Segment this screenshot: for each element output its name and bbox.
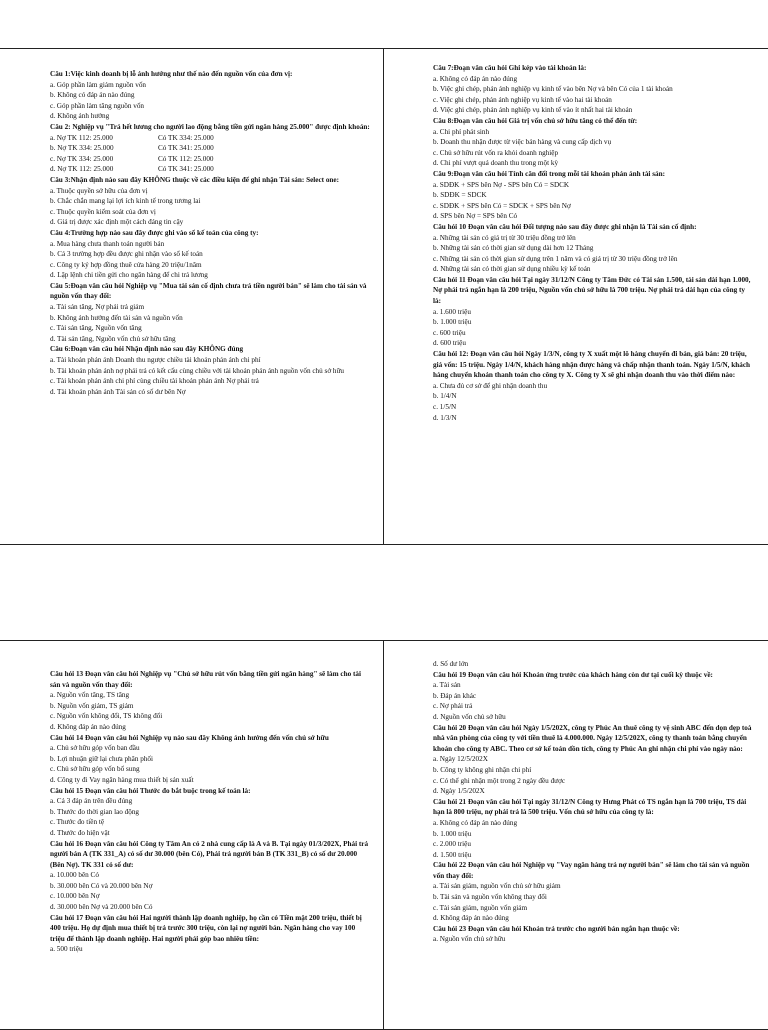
answer-option: b. Chắc chắn mang lại lợi ích kinh tế trong tương lai <box>50 197 201 206</box>
answer-option: d. Tài sản tăng, Nguồn vốn chủ sở hữu tăng <box>50 334 176 343</box>
answer-option: d. 1.500 triệu <box>433 850 472 859</box>
answer-option: d. Những tài sản có thời gian sử dụng nhiều kỳ kế toán <box>433 265 591 274</box>
answer-option: b. 1.000 triệu <box>433 318 472 327</box>
answer-option: d. Giá trị được xác định một cách đáng tin cậy <box>50 218 184 227</box>
question-block <box>50 344 370 397</box>
answer-option: d. Không đáp án nào đúng <box>433 914 509 923</box>
answer-option: a. Chưa đủ cơ sở để ghi nhận doanh thu <box>433 381 548 390</box>
answer-option: b. Công ty không ghi nhận chi phí <box>433 765 532 774</box>
question-text: Câu 3:Nhận định nào sau đây KHÔNG thuộc về các điều kiện để ghi nhận Tài sản: Select one: <box>50 175 340 184</box>
question-text: Câu hỏi 20 Đoạn văn câu hỏi Ngày 1/5/202X, công ty Phúc An thuê công ty vệ sinh ABC đến dọn dẹp toà nhà văn phòng của công ty với tiền thuê là 4.000.000. Ngày 12/5/202X, công ty thanh toán bằng chuyển khoản cho công ty ABC. Theo cơ sở kế toán dồn tích, công ty Phúc An ghi nhận chi phí vào ngày nào: <box>433 723 752 753</box>
question-text: Câu 7:Đoạn văn câu hỏi Ghi kép vào tài khoản là: <box>433 64 587 72</box>
answer-option: a. Nguồn vốn tăng, TS tăng <box>50 691 130 700</box>
answer-option: c. Tài sản tăng, Nguồn vốn tăng <box>50 324 142 333</box>
answer-option: b. Nguồn vốn giảm, TS giảm <box>50 701 134 710</box>
question-text: Câu hỏi 10 Đoạn văn câu hỏi Đối tượng nào sau đây được ghi nhận là Tài sản cố định: <box>433 222 697 231</box>
question-block <box>433 63 753 116</box>
answer-option: b. Đáp án khác <box>433 691 477 700</box>
question-text: Câu hỏi 22 Đoạn văn câu hỏi Nghiệp vụ "Vay ngân hàng trả nợ người bán" sẽ làm cho tài sản và nguồn vốn thay đổi: <box>433 861 750 880</box>
question-block <box>433 860 753 924</box>
question-block <box>433 275 753 349</box>
answer-option: b. Không có đáp án nào đúng <box>50 91 135 100</box>
answer-option: a. 500 triệu <box>50 945 83 954</box>
answer-option: b. Tài sản và nguồn vốn không thay đổi <box>433 893 547 902</box>
answer-option: b. Cả 3 trường hợp đều được ghi nhận vào sổ kế toán <box>50 250 203 259</box>
answer-option: d. Không đáp án nào đúng <box>50 722 126 731</box>
answer-option: c. Những tài sản có thời gian sử dụng trên 1 năm và có giá trị từ 30 triệu đồng trở lên <box>433 254 678 263</box>
answer-option: c. SDĐK + SPS bên Có = SDCK + SPS bên Nợ <box>433 201 571 210</box>
answer-option: c. Chủ sở hữu rút vốn ra khỏi doanh nghiệp <box>433 148 559 157</box>
answer-option: d. Lập lệnh chi tiền gửi cho ngân hàng để chi trả lương <box>50 271 208 280</box>
question-block <box>433 797 753 861</box>
answer-option <box>50 154 370 165</box>
answer-option: d. Ngày 1/5/202X <box>433 787 485 796</box>
answer-option: c. Có thể ghi nhận một trong 2 ngày đều được <box>433 776 566 785</box>
question-block <box>433 169 753 222</box>
credit-entry: Có TK 341: 25.000 <box>158 144 214 153</box>
answer-option: a. Không có đáp án nào đúng <box>433 818 518 827</box>
answer-option: a. Những tài sản có giá trị từ 30 triệu đồng trở lên <box>433 233 576 242</box>
question-text: Câu 4:Trường hợp nào sau đây được ghi vào sổ kế toán của công ty: <box>50 228 259 237</box>
question-text: Câu hỏi 16 Đoạn văn câu hỏi Công ty Tâm An có 2 nhà cung cấp là A và B. Tại ngày 01/3/202X, Phải trả người bán A (TK 331_A) có số dư 30.000 (bên Có), Phải trả người bán B (TK 331_B) có số dư 20.000 (Bên Nợ). TK 331 có số dư: <box>50 839 369 869</box>
answer-option: a. Góp phần làm giảm nguồn vốn <box>50 80 147 89</box>
debit-entry: b. Nợ TK 334: 25.000 <box>50 144 114 153</box>
answer-option: a. Chi phí phát sinh <box>433 127 490 136</box>
answer-option: a. Tài khoản phản ánh Doanh thu ngược chiều tài khoản phản ánh chi phí <box>50 356 261 365</box>
question-block <box>433 670 753 723</box>
answer-option: c. Thước đo tiền tệ <box>50 818 105 827</box>
credit-entry: Có TK 341: 25.000 <box>158 165 214 174</box>
page-sheet-2 <box>0 640 768 1030</box>
credit-entry: Có TK 112: 25.000 <box>158 154 214 163</box>
answer-option: a. 1.600 triệu <box>433 307 471 316</box>
question-text: Câu 6:Đoạn văn câu hỏi Nhận định nào sau đây KHÔNG đúng <box>50 345 244 354</box>
question-text: Câu 8:Đoạn văn câu hỏi Giá trị vốn chủ sở hữu tăng có thể đến từ: <box>433 116 638 125</box>
answer-option: b. Việc ghi chép, phản ánh nghiệp vụ kinh tế vào bên Nợ và bên Có của 1 tài khoản <box>433 85 673 94</box>
question-block <box>50 733 370 786</box>
answer-option <box>50 164 370 175</box>
debit-entry: c. Nợ TK 334: 25.000 <box>50 154 114 163</box>
question-block <box>50 786 370 839</box>
answer-option: b. Những tài sản có thời gian sử dụng dài hơn 12 Tháng <box>433 244 594 253</box>
answer-option <box>50 133 370 144</box>
answer-option: b. Thước đo thời gian lao động <box>50 807 140 816</box>
question-block <box>50 69 370 122</box>
answer-option: d. 30.000 bên Nợ và 20.000 bên Có <box>50 903 153 912</box>
answer-option: b. Tài khoản phản ánh nợ phải trả có kết cấu cùng chiều với tài khoản phản ánh nguồn vốn chủ sở hữu <box>50 366 345 375</box>
question-text: Câu hỏi 15 Đoạn văn câu hỏi Thước đo bắt buộc trong kế toán là: <box>50 786 251 795</box>
question-text: Câu 2: Nghiệp vụ "Trả hết lương cho người lao động bằng tiền gửi ngân hàng 25.000" được định khoản: <box>50 122 370 131</box>
answer-option: c. 600 triệu <box>433 328 466 337</box>
answer-option: b. Doanh thu nhận được từ việc bán hàng và cung cấp dịch vụ <box>433 138 612 147</box>
question-block <box>50 122 370 175</box>
answer-option: a. 10.000 bên Có <box>50 871 99 880</box>
question-column-right <box>433 63 753 423</box>
question-text: Câu hỏi 17 Đoạn văn câu hỏi Hai người thành lập doanh nghiệp, họ cần có Tiền mặt 200 triệu, thiết bị 400 triệu. Họ dự định mua thiết bị trả trước 300 triệu, còn lại nợ người bán. Ngân hàng cho vay 100 triệu để thành lập doanh nghiệp. Hai người phải góp bao nhiêu tiền: <box>50 913 362 943</box>
answer-option: a. Tài sản giảm, nguồn vốn chủ sở hữu giảm <box>433 882 561 891</box>
answer-option: a. Thuộc quyền sở hữu của đơn vị <box>50 186 148 195</box>
answer-option: d. Công ty đi Vay ngân hàng mua thiết bị sản xuất <box>50 775 194 784</box>
answer-option: d. Thước đo hiện vật <box>50 828 110 837</box>
answer-option: d. Việc ghi chép, phản ánh nghiệp vụ kinh tế vào ít nhất hai tài khoản <box>433 106 633 115</box>
answer-option: c. 1/5/N <box>433 403 457 411</box>
answer-option: c. Nguồn vốn không đổi, TS không đổi <box>50 712 163 721</box>
answer-option: d. Nguồn vốn chủ sở hữu <box>433 712 506 721</box>
question-text: Câu hỏi 19 Đoạn văn câu hỏi Khoản ứng trước của khách hàng còn dư tại cuối kỳ thuộc về: <box>433 670 713 679</box>
page-sheet-1 <box>0 48 768 545</box>
question-block <box>50 228 370 281</box>
answer-option: d. 600 triệu <box>433 339 466 348</box>
answer-option: c. Nợ phải trả <box>433 702 473 711</box>
answer-option: c. Tài sản giảm, nguồn vốn giảm <box>433 903 528 912</box>
answer-option: d. 1/3/N <box>433 413 457 422</box>
question-text: Câu 1:Việc kinh doanh bị lỗ ảnh hưởng như thế nào đến nguồn vốn của đơn vị: <box>50 70 293 78</box>
credit-entry: Có TK 334: 25.000 <box>158 133 214 142</box>
question-text: Câu 9:Đoạn văn câu hỏi Tính cân đối trong mỗi tài khoản phản ánh tài sản: <box>433 169 665 178</box>
debit-entry: a. Nợ TK 112: 25.000 <box>50 133 113 142</box>
answer-option: a. Tài sản <box>433 681 461 690</box>
question-block <box>433 659 753 670</box>
answer-option: c. Công ty ký hợp đồng thuê cửa hàng 20 triệu/1năm <box>50 260 202 269</box>
question-block <box>433 924 753 945</box>
answer-option: b. 1.000 triệu <box>433 829 472 838</box>
question-text: Câu hỏi 11 Đoạn văn câu hỏi Tại ngày 31/12/N Công ty Tâm Đức có Tài sản 1.500, tài sản dài hạn 1.000, Nợ phải trả ngắn hạn là 200 triệu, Nguồn vốn chủ sở hữu là 700 triệu. Nợ phải trả dài hạn của công ty là: <box>433 275 751 306</box>
question-text: Câu hỏi 12: Đoạn văn câu hỏi Ngày 1/3/N, công ty X xuất một lô hàng chuyển đi bán, giá bán: 20 triệu, giá vốn: 15 triệu. Ngày 1/4/N, khách hàng nhận được hàng và chấp nhận thanh toán. Ngày 1/5/N, khách hàng chuyển khoản thanh toán cho công ty X. Công ty X sẽ ghi nhận doanh thu vào thời điểm nào: <box>433 350 751 380</box>
answer-option: b. 1/4/N <box>433 392 457 401</box>
debit-entry: d. Nợ TK 112: 25.000 <box>50 165 114 174</box>
answer-option: a. Tài sản tăng, Nợ phải trả giảm <box>50 303 145 312</box>
answer-option: a. Cả 3 đáp án trên đều đúng <box>50 797 133 806</box>
answer-option: a. Mua hàng chưa thanh toán người bán <box>50 239 165 248</box>
column-divider <box>383 49 384 544</box>
answer-option: d. Tài khoản phản ánh Tài sản có số dư bên Nợ <box>50 387 186 396</box>
answer-option: b. Lợi nhuận giữ lại chưa phân phối <box>50 754 154 763</box>
answer-option: b. 30.000 bên Có và 20.000 bên Nợ <box>50 881 153 890</box>
question-block <box>433 723 753 797</box>
question-text: Câu 5:Đoạn văn câu hỏi Nghiệp vụ "Mua tài sản cố định chưa trả tiền người bán" sẽ làm cho tài sản và nguồn vốn thay đổi: <box>50 281 367 301</box>
answer-option: a. Không có đáp án nào đúng <box>433 74 518 83</box>
question-text: Câu hỏi 14 Đoạn văn câu hỏi Nghiệp vụ nào sau đây Không ảnh hưởng đến vốn chủ sở hữu <box>50 733 329 742</box>
question-block <box>433 116 753 169</box>
question-block <box>433 349 753 423</box>
question-block <box>50 669 370 733</box>
answer-option: c. Chủ sở hữu góp vốn bổ sung <box>50 765 140 774</box>
question-block <box>50 281 370 345</box>
answer-option: c. 2.000 triệu <box>433 840 471 849</box>
column-divider <box>383 641 384 1029</box>
question-text: Câu hỏi 23 Đoạn văn câu hỏi Khoản trả trước cho người bán ngắn hạn thuộc về: <box>433 924 680 933</box>
answer-option: b. Không ảnh hưởng đến tài sản và nguồn vốn <box>50 313 183 322</box>
answer-option <box>50 143 370 154</box>
question-text: Câu hỏi 21 Đoạn văn câu hỏi Tại ngày 31/12/N Công ty Hưng Phát có TS ngắn hạn là 700 triệu, TS dài hạn là 800 triệu, nợ phải trả là 500 triệu. Vốn chủ sở hữu của công ty là: <box>433 797 747 817</box>
question-column-right <box>433 659 753 945</box>
question-text: Câu hỏi 13 Đoạn văn câu hỏi Nghiệp vụ "Chủ sở hữu rút vốn bằng tiền gửi ngân hàng" sẽ làm cho tài sản và nguồn vốn thay đổi: <box>50 670 361 689</box>
question-column-left <box>50 69 370 397</box>
answer-option: d. Số dư lớn <box>433 660 469 668</box>
answer-option: d. Chi phí vượt quá doanh thu trong một kỳ <box>433 159 559 168</box>
answer-option: a. Nguồn vốn chủ sở hữu <box>433 935 506 944</box>
answer-option: a. Ngày 12/5/202X <box>433 755 488 764</box>
question-block <box>433 222 753 275</box>
answer-option: b. SDĐK = SDCK <box>433 191 487 200</box>
answer-option: c. Tài khoản phản ánh chi phí cùng chiều tài khoản phản ánh Nợ phải trả <box>50 377 259 386</box>
question-block <box>50 175 370 228</box>
answer-option: c. Góp phần làm tăng nguồn vốn <box>50 101 145 110</box>
answer-option: c. Thuộc quyền kiểm soát của đơn vị <box>50 207 156 216</box>
answer-option: a. SDĐK + SPS bên Nợ - SPS bên Có = SDCK <box>433 180 570 189</box>
answer-option: d. SPS bên Nợ = SPS bên Có <box>433 212 518 221</box>
answer-option: a. Chủ sở hữu góp vốn ban đầu <box>50 744 140 753</box>
answer-option: d. Không ảnh hưởng <box>50 112 110 121</box>
question-column-left <box>50 669 370 955</box>
answer-option: c. 10.000 bên Nợ <box>50 892 100 901</box>
question-block <box>50 839 370 913</box>
question-block <box>50 913 370 955</box>
answer-option: c. Việc ghi chép, phản ánh nghiệp vụ kinh tế vào hai tài khoản <box>433 95 612 104</box>
